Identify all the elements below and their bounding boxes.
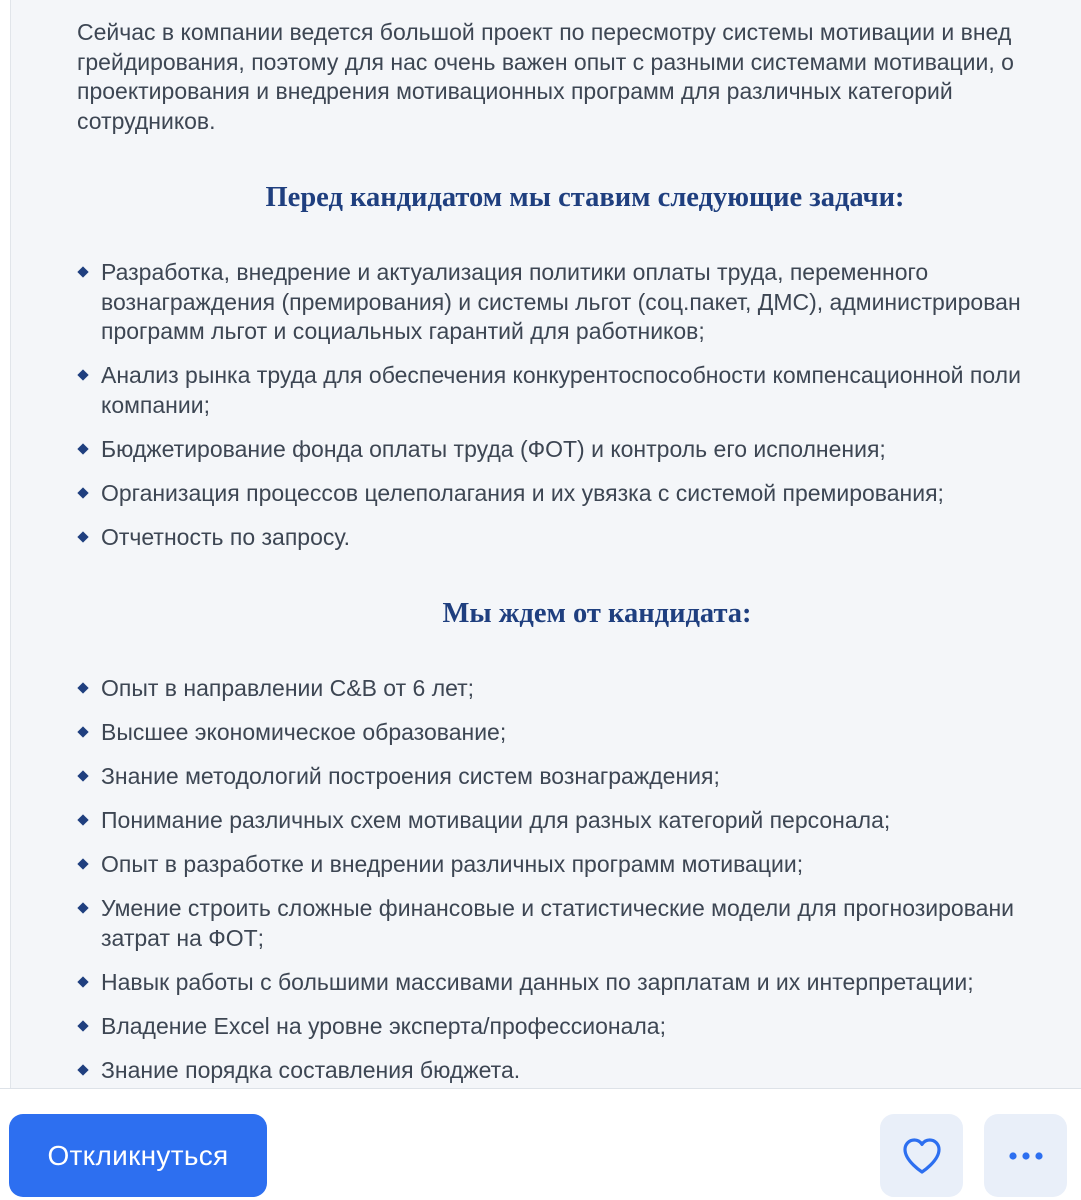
diamond-bullet-icon xyxy=(77,487,88,498)
diamond-bullet-icon xyxy=(77,443,88,454)
intro-line: Сейчас в компании ведется большой проект по пересмотру системы мотивации и внед xyxy=(77,19,1012,45)
list-item xyxy=(77,361,1081,420)
list-item-line: Отчетность по запросу. xyxy=(101,523,350,550)
tasks-heading: Перед кандидатом мы ставим следующие задачи: xyxy=(265,182,905,213)
vacancy-description-card xyxy=(10,0,1081,1088)
list-item-line: компании; xyxy=(101,391,210,418)
list-item-line: Знание порядка составления бюджета. xyxy=(101,1056,521,1083)
intro-paragraph xyxy=(77,0,1081,136)
list-item xyxy=(77,762,1081,792)
list-item xyxy=(77,718,1081,748)
list-item-line: Анализ рынка труда для обеспечения конкурентоспособности компенсационной поли xyxy=(101,362,1021,388)
diamond-bullet-icon xyxy=(77,976,88,987)
list-item-line: Понимание различных схем мотивации для разных категорий персонала; xyxy=(101,807,891,833)
list-item-line: Знание методологий построения систем вознаграждения; xyxy=(101,763,720,789)
list-item xyxy=(77,894,1081,953)
intro-line: сотрудников. xyxy=(77,107,216,134)
diamond-bullet-icon xyxy=(77,369,88,380)
intro-line: грейдирования, поэтому для нас очень важен опыт с разными системами мотивации, о xyxy=(77,48,1014,75)
list-item-line: программ льгот и социальных гарантий для работников; xyxy=(101,318,705,344)
bottom-action-bar xyxy=(0,1088,1081,1200)
list-item xyxy=(77,1056,1081,1086)
vacancy-description-content xyxy=(77,0,1081,1088)
list-item xyxy=(77,806,1081,836)
list-item xyxy=(77,479,1081,509)
list-item xyxy=(77,435,1081,465)
diamond-bullet-icon xyxy=(77,814,88,825)
list-item-line: Владение Excel на уровне эксперта/профессионала; xyxy=(101,1012,666,1039)
diamond-bullet-icon xyxy=(77,858,88,869)
intro-line: проектирования и внедрения мотивационных программ для различных категорий xyxy=(77,78,953,104)
diamond-bullet-icon xyxy=(77,1064,88,1075)
list-item-line: Умение строить сложные финансовые и статистические модели для прогнозировани xyxy=(101,895,1015,921)
list-item-line: Высшее экономическое образование; xyxy=(101,719,507,745)
list-item-line: вознаграждения (премирования) и системы льгот (соц.пакет, ДМС), администрирован xyxy=(101,288,1021,315)
list-item xyxy=(77,523,1081,553)
list-item-line: Организация процессов целеполагания и их увязка с системой премирования; xyxy=(101,479,944,506)
respond-button[interactable]: Откликнуться xyxy=(9,1114,267,1197)
list-item-line: Опыт в разработке и внедрении различных программ мотивации; xyxy=(101,851,804,877)
list-item-line: Разработка, внедрение и актуализация политики оплаты труда, переменного xyxy=(101,259,929,285)
diamond-bullet-icon xyxy=(77,726,88,737)
diamond-bullet-icon xyxy=(77,770,88,781)
requirements-list xyxy=(77,674,1081,1085)
more-dots-icon xyxy=(1008,1151,1044,1161)
list-item-line: Бюджетирование фонда оплаты труда (ФОТ) и контроль его исполнения; xyxy=(101,435,886,462)
list-item xyxy=(77,1012,1081,1042)
diamond-bullet-icon xyxy=(77,531,88,542)
list-item-line: Навык работы с большими массивами данных по зарплатам и их интерпретации; xyxy=(101,968,974,995)
diamond-bullet-icon xyxy=(77,682,88,693)
diamond-bullet-icon xyxy=(77,266,88,277)
heart-icon xyxy=(901,1137,943,1175)
list-item-line: Опыт в направлении С&B от 6 лет; xyxy=(101,675,475,701)
list-item xyxy=(77,850,1081,880)
more-button[interactable] xyxy=(984,1114,1067,1197)
diamond-bullet-icon xyxy=(77,1020,88,1031)
tasks-list xyxy=(77,258,1081,552)
list-item xyxy=(77,258,1081,347)
list-item xyxy=(77,968,1081,998)
list-item-line: затрат на ФОТ; xyxy=(101,924,265,951)
list-item xyxy=(77,674,1081,704)
requirements-heading: Мы ждем от кандидата: xyxy=(442,598,752,629)
favorite-button[interactable] xyxy=(880,1114,963,1197)
diamond-bullet-icon xyxy=(77,902,88,913)
